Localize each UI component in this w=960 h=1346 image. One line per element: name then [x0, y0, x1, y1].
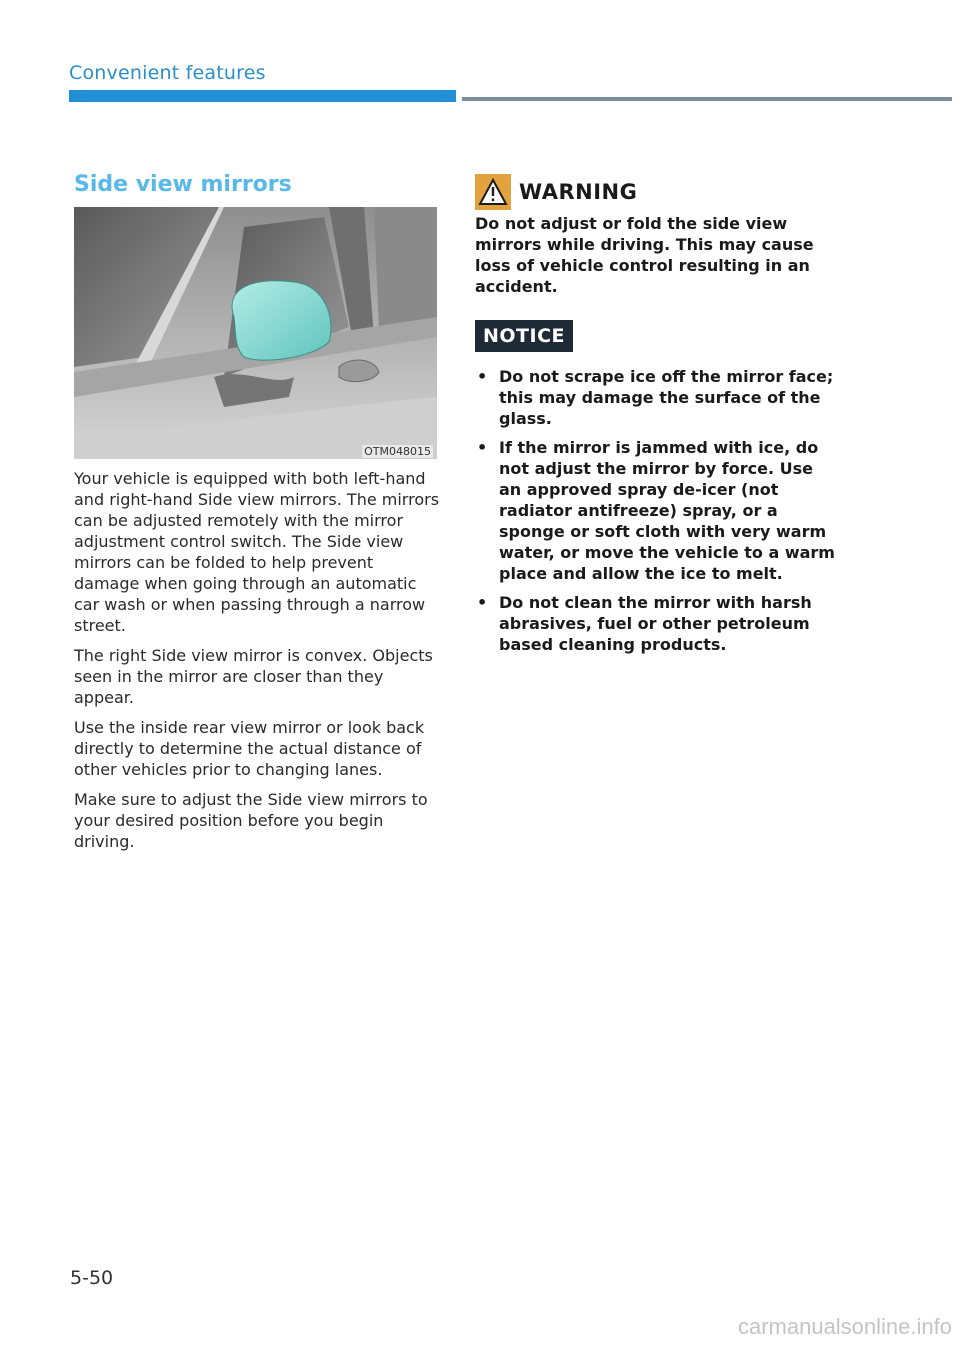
watermark-text: carmanualsonline.info	[737, 1314, 952, 1339]
notice-item	[475, 592, 840, 655]
notice-item	[475, 366, 840, 429]
body-paragraph: The right Side view mirror is convex. Objects seen in the mirror are closer than they appear.	[74, 646, 433, 707]
body-paragraph: Your vehicle is equipped with both left-hand and right-hand Side view mirrors. The mirrors can be adjusted remotely with the mirror adjustment control switch. The Side view mirrors can be folded to help prevent damage when going through an automatic car wash or when passing through a narrow street.	[74, 469, 440, 635]
notice-item	[475, 437, 840, 584]
car-side-mirror-illustration	[74, 207, 437, 459]
warning-triangle-icon	[475, 174, 511, 210]
bullet-icon: •	[477, 438, 488, 457]
notice-item-text: If the mirror is jammed with ice, do not adjust the mirror by force. Use an approved spray de-icer (not radiator antifreeze) spray, or a sponge or soft cloth with very warm water, or move the vehicle to a warm place and allow the ice to melt.	[499, 438, 835, 583]
header-rule-blue	[69, 90, 456, 102]
notice-item-text: Do not scrape ice off the mirror face; this may damage the surface of the glass.	[499, 367, 834, 428]
figure-code: OTM048015	[364, 445, 431, 458]
notice-badge: NOTICE	[475, 320, 573, 352]
warning-label: WARNING	[519, 180, 638, 204]
notice-list	[475, 366, 840, 663]
bullet-icon: •	[477, 367, 488, 386]
body-paragraph: Make sure to adjust the Side view mirrors to your desired position before you begin driving.	[74, 790, 428, 851]
warning-box	[475, 172, 835, 297]
body-text	[74, 468, 440, 861]
side-mirror-photo	[74, 207, 437, 459]
header-rule-gray	[462, 97, 952, 101]
section-title: Side view mirrors	[74, 172, 292, 197]
notice-item-text: Do not clean the mirror with harsh abrasives, fuel or other petroleum based cleaning products.	[499, 593, 812, 654]
warning-header	[475, 172, 835, 212]
warning-text: Do not adjust or fold the side view mirrors while driving. This may cause loss of vehicle control resulting in an accident.	[475, 214, 814, 296]
page-number: 5-50	[70, 1267, 114, 1289]
header-title: Convenient features	[69, 62, 266, 84]
body-paragraph: Use the inside rear view mirror or look back directly to determine the actual distance of other vehicles prior to changing lanes.	[74, 718, 425, 779]
bullet-icon: •	[477, 593, 488, 612]
